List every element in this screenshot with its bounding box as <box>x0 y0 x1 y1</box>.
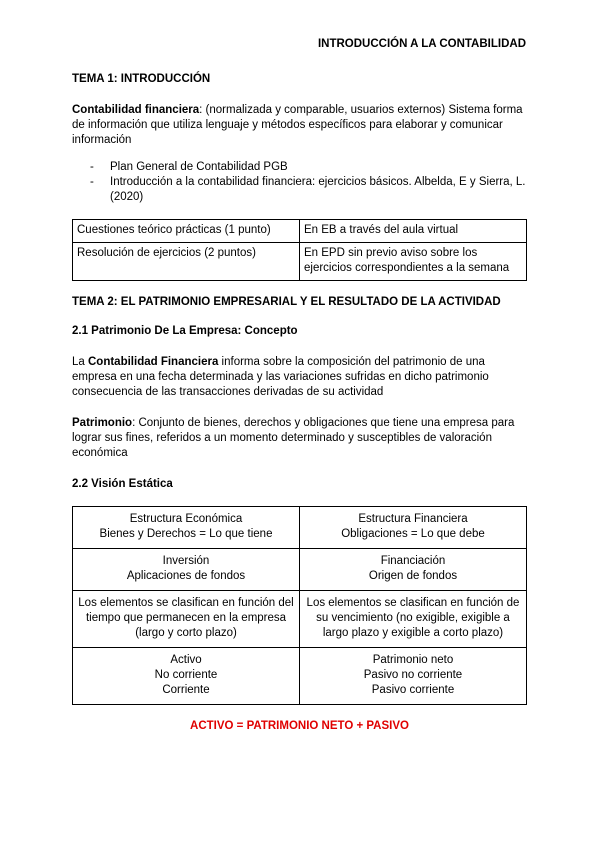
paragraph-prefix: La <box>72 356 88 368</box>
tema2-title: TEMA 2: EL PATRIMONIO EMPRESARIAL Y EL RESULTADO DE LA ACTIVIDAD <box>72 296 501 308</box>
list-dash: - <box>90 161 94 173</box>
cell-line: Inversión <box>162 555 210 567</box>
table-cell <box>73 591 300 648</box>
reference-item <box>72 175 527 205</box>
cell-line: No corriente <box>154 669 218 681</box>
static-view-table <box>72 506 527 705</box>
paragraph-contabilidad <box>72 355 527 400</box>
table-cell <box>73 549 300 591</box>
table-cell <box>300 591 527 648</box>
cell-line: Activo <box>170 654 202 666</box>
table-cell <box>300 507 527 549</box>
cell-line: Corriente <box>162 684 210 696</box>
table-cell <box>300 549 527 591</box>
evaluation-table <box>72 219 527 281</box>
table-row <box>73 648 527 705</box>
accounting-equation: ACTIVO = PATRIMONIO NETO + PASIVO <box>190 720 409 732</box>
paragraph-term: Patrimonio <box>72 417 133 429</box>
cell-line: Financiación <box>380 555 446 567</box>
table-row <box>73 220 527 243</box>
table-cell <box>300 648 527 705</box>
table-cell <box>73 507 300 549</box>
table-cell: En EPD sin previo aviso sobre los ejercicios correspondientes a la semana <box>300 243 527 281</box>
cell-line: Pasivo corriente <box>371 684 455 696</box>
table-row <box>73 549 527 591</box>
cell-line: Aplicaciones de fondos <box>126 570 246 582</box>
cell-line: Origen de fondos <box>368 570 458 582</box>
table-cell: En EB a través del aula virtual <box>300 220 527 243</box>
tema1-title: TEMA 1: INTRODUCCIÓN <box>72 73 211 85</box>
paragraph-patrimonio <box>72 416 527 461</box>
paragraph-text: : Conjunto de bienes, derechos y obligaciones que tiene una empresa para lograr sus fines, referidos a un momento determinado y susceptibles de valoración económica <box>72 417 515 459</box>
table-cell: Resolución de ejercicios (2 puntos) <box>73 243 300 281</box>
definition-term: Contabilidad financiera <box>72 104 200 116</box>
references-list <box>72 160 527 205</box>
table-row <box>73 243 527 281</box>
cell-line: Patrimonio neto <box>372 654 454 666</box>
reference-text: Plan General de Contabilidad PGB <box>110 161 288 173</box>
cell-line: Pasivo no corriente <box>363 669 463 681</box>
definition-text: : (normalizada y comparable, usuarios externos) Sistema forma de información que utiliza lenguaje y métodos específicos para elaborar y comunicar información <box>72 104 523 146</box>
reference-item <box>72 160 527 175</box>
reference-text: Introducción a la contabilidad financiera: ejercicios básicos. Albelda, E y Sierra, L. (2020) <box>110 176 526 203</box>
cell-line: Estructura Económica <box>129 513 243 525</box>
cell-line: Obligaciones = Lo que debe <box>341 528 485 540</box>
content <box>72 72 527 734</box>
running-header: INTRODUCCIÓN A LA CONTABILIDAD <box>317 38 526 50</box>
tema1-definition <box>72 103 527 148</box>
cell-line: Estructura Financiera <box>358 513 468 525</box>
cell-line: Los elementos se clasifican en función de su vencimiento (no exigible, exigible a largo plazo y exigible a corto plazo) <box>306 597 520 639</box>
table-cell <box>73 648 300 705</box>
table-cell: Cuestiones teórico prácticas (1 punto) <box>73 220 300 243</box>
cell-line: Los elementos se clasifican en función del tiempo que permanecen en la empresa (largo y corto plazo) <box>78 597 294 639</box>
paragraph-text: informa sobre la composición del patrimonio de una empresa en una fecha determinada y las variaciones sufridas en dicho patrimonio consecuencia de las transacciones derivadas de su actividad <box>72 356 489 398</box>
table-row <box>73 507 527 549</box>
cell-line: Bienes y Derechos = Lo que tiene <box>99 528 273 540</box>
section-2-2-title: 2.2 Visión Estática <box>72 478 173 490</box>
section-2-1-title: 2.1 Patrimonio De La Empresa: Concepto <box>72 325 298 337</box>
list-dash: - <box>90 176 94 188</box>
table-row <box>73 591 527 648</box>
paragraph-term: Contabilidad Financiera <box>88 356 219 368</box>
